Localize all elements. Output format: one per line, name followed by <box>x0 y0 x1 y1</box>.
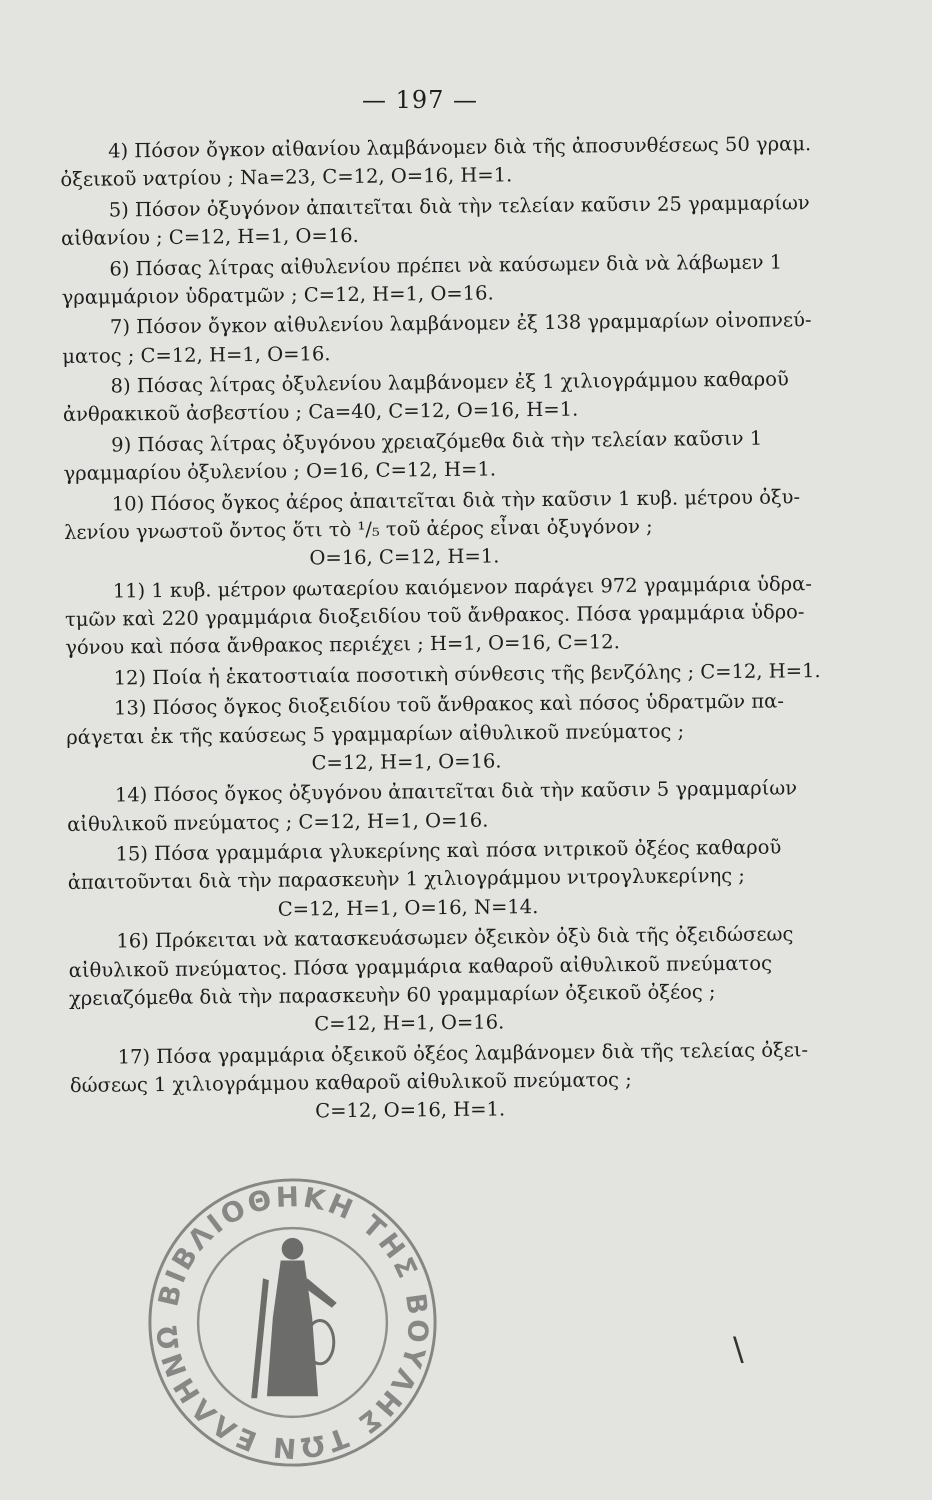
problem-line: ὀξεικοῦ νατρίου ; Na=23, C=12, O=16, H=1. <box>60 163 513 192</box>
problem-line: 9) Πόσας λίτρας ὀξυγόνου χρειαζόμεθα διὰ τὴν τελείαν καῦσιν 1 <box>111 426 763 457</box>
page-number: — 197 — <box>361 86 479 114</box>
problem-line: λενίου γνωστοῦ ὄντος ὅτι τὸ ¹/₅ τοῦ ἀέρος εἶναι ὀξυγόνον ; <box>64 514 653 544</box>
problem-item <box>64 483 825 576</box>
problem-line: ἀπαιτοῦνται διὰ τὴν παρασκευὴν 1 χιλιογράμμου νιτρογλυκερίνης ; <box>67 864 746 895</box>
problem-line: 5) Πόσον ὀξυγόνον ἀπαιτεῖται διὰ τὴν τελείαν καῦσιν 25 γραμμαρίων <box>108 190 810 222</box>
problem-item <box>61 248 822 313</box>
problem-line: δώσεως 1 χιλιογράμμου καθαροῦ αἰθυλικοῦ πνεύματος ; <box>69 1068 632 1097</box>
problem-line: 8) Πόσας λίτρας ὀξυλενίου λαμβάνομεν ἐξ 1 χιλιογράμμου καθαροῦ <box>110 367 789 398</box>
problem-line: 4) Πόσον ὄγκον αἰθανίου λαμβάνομεν διὰ τῆς ἀποσυνθέσεως 50 γραμ. <box>108 132 812 163</box>
problem-line: 17) Πόσα γραμμάρια ὀξεικοῦ ὀξέος λαμβάνομεν διὰ τῆς τελείας ὀξει- <box>117 1037 809 1069</box>
problem-line: 14) Πόσος ὄγκος ὀξυγόνου ἀπαιτεῖται διὰ τὴν καῦσιν 5 γραμμαρίων <box>114 776 798 807</box>
problem-line: αἰθανίου ; C=12, H=1, O=16. <box>60 223 359 251</box>
stamp-text: ΒΙΒΛΙΟΘΗΚΗ ΤΗΣ ΒΟΥΛΗΣ ΤΩΝ ΕΛΛΗΝΩ <box>150 1181 435 1465</box>
atomic-weights: O=16, C=12, H=1. <box>309 544 500 570</box>
problem-item <box>66 687 827 780</box>
problem-line: ἀνθρακικοῦ ἀσβεστίου ; Ca=40, C=12, O=16, H=1. <box>62 398 579 427</box>
atomic-weights: C=12, O=16, H=1. <box>315 1097 506 1123</box>
problem-list <box>60 130 830 1131</box>
problem-line: αἰθυλικοῦ πνεύματος. Πόσα γραμμάρια καθαροῦ αἰθυλικοῦ πνεύματος <box>68 951 773 982</box>
problem-line: τμῶν καὶ 220 γραμμάρια διοξειδίου τοῦ ἄνθρακος. Πόσα γραμμάρια ὑδρο- <box>64 600 805 632</box>
problem-line: γόνου καὶ πόσα ἄνθρακος περιέχει ; H=1, O=16, C=12. <box>65 630 620 660</box>
problem-item <box>63 424 824 489</box>
problem-item <box>62 306 823 371</box>
problem-line: ματος ; C=12, H=1, O=16. <box>62 341 331 368</box>
problem-line: χρειαζόμεθα διὰ τὴν παρασκευὴν 60 γραμμαρίων ὀξεικοῦ ὀξέος ; <box>68 980 716 1010</box>
stamp-seal <box>145 1170 440 1475</box>
problem-item <box>60 130 821 195</box>
problem-line: 6) Πόσας λίτρας αἰθυλενίου πρέπει νὰ καύσωμεν διὰ νὰ λάβωμεν 1 <box>109 250 783 281</box>
problem-line: 16) Πρόκειται νὰ κατασκευάσωμεν ὀξεικὸν ὀξὺ διὰ τῆς ὀξειδώσεως <box>116 922 794 953</box>
problem-item <box>61 189 822 254</box>
margin-mark: \ <box>733 1330 744 1368</box>
problem-line: 10) Πόσος ὄγκος ἀέρος ἀπαιτεῖται διὰ τὴν καῦσιν 1 κυβ. μέτρου ὀξυ- <box>111 484 801 516</box>
problem-item <box>65 570 826 663</box>
problem-line: 15) Πόσα γραμμάρια γλυκερίνης καὶ πόσα νιτρικοῦ ὀξέος καθαροῦ <box>115 835 782 866</box>
problem-item <box>68 920 829 1041</box>
problem-line: αἰθυλικοῦ πνεύματος ; C=12, H=1, O=16. <box>67 808 489 836</box>
atomic-weights: C=12, H=1, O=16. <box>311 749 502 775</box>
problem-line: γραμμάριον ὑδρατμῶν ; C=12, H=1, O=16. <box>61 281 494 309</box>
problem-line: 13) Πόσος ὄγκος διοξειδίου τοῦ ἄνθρακος καὶ πόσος ὑδρατμῶν πα- <box>113 689 784 720</box>
problem-line: 12) Ποία ἡ ἑκατοστιαία ποσοτικὴ σύνθεσις τῆς βενζόλης ; C=12, H=1. <box>113 658 821 690</box>
problem-line: 11) 1 κυβ. μέτρον φωταερίου καιόμενον παράγει 972 γραμμάρια ὑδρα- <box>112 571 812 603</box>
problem-line: 7) Πόσον ὄγκον αἰθυλενίου λαμβάνομεν ἐξ 138 γραμμαρίων οἰνοπνεύ- <box>109 308 812 339</box>
atomic-weights: C=12, H=1, O=16. <box>314 1010 505 1036</box>
problem-item <box>67 833 828 926</box>
library-stamp <box>145 1170 440 1475</box>
problem-item <box>62 365 823 430</box>
athena-figure-icon <box>251 1238 337 1398</box>
problem-item <box>69 1036 830 1129</box>
atomic-weights: C=12, H=1, O=16, N=14. <box>277 894 539 921</box>
problem-line: γραμμαρίου ὀξυλενίου ; O=16, C=12, H=1. <box>63 457 497 486</box>
problem-item <box>67 774 828 839</box>
problem-line: ράγεται ἐκ τῆς καύσεως 5 γραμμαρίων αἰθυλικοῦ πνεύματος ; <box>66 719 685 749</box>
